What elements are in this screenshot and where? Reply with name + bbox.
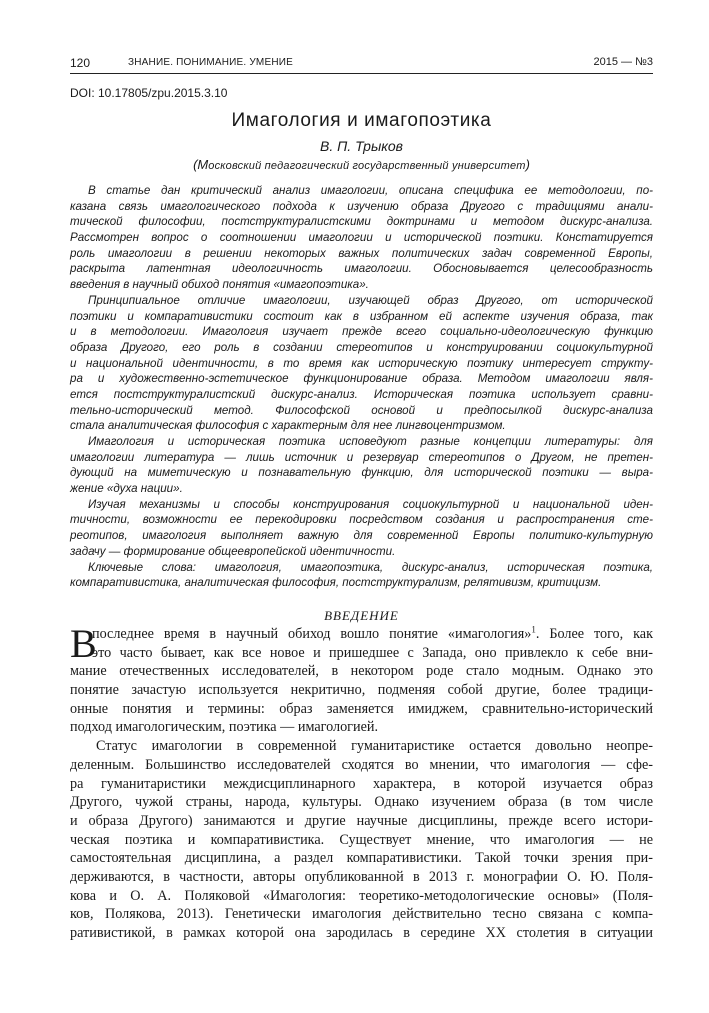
body-line: Другого, чужой страны, народа, культуры. Однако изучением образа (в том числе (70, 794, 653, 811)
abstract-line: имагологии литература — лишь источник и резервуар стереотипов о Другом, не претен- (70, 450, 653, 464)
body-line: кова и О. А. Поляковой «Имагология: теоретико-методологические основы» (Поля- (70, 887, 653, 904)
body-line: ративистикой, в рамках которой она зародилась в середине XX столетия в ситуации (70, 925, 653, 941)
author-name: В. П. Трыков (320, 138, 403, 154)
affiliation-close: ) (525, 157, 530, 172)
abstract-line: Имагология и историческая поэтика исповедуют разные концепции литературы: для (88, 435, 653, 448)
abstract-line: тичности, возможности ее перекодировки посредством создания и распространения сте- (70, 513, 653, 527)
body-line: держиваются, в частности, авторы опубликованной в 2013 г. монографии О. Ю. Поля- (70, 868, 653, 885)
abstract-line: введения в научный обиход понятия «имагопоэтика». (70, 278, 369, 292)
abstract-line: поэтики и компаративистики состоит как в избранном ей аспекте изучения образа, так (70, 309, 653, 323)
abstract-line: стала аналитическая философия с характерным для нее лингвоцентризмом. (70, 419, 506, 433)
page-number: 120 (70, 56, 91, 70)
abstract-line: Рассмотрен вопрос о соотношении имагологии и исторической поэтики. Констатируется (70, 231, 653, 245)
abstract-line: дующий на миметическую и познавательную функцию, для исторической поэтики — выра- (70, 466, 653, 480)
keywords-line: компаративистика, аналитическая философия, постструктурализм, релятивизм, критицизм. (70, 576, 602, 590)
abstract-line: ра и художественно-эстетическое функционирование образа. Методом имагологии явля- (70, 372, 653, 386)
body-line: мание отечественных исследователей, в некотором роде стало модным. Однако это (70, 663, 653, 680)
abstract-line: и национальной идентичности, в то время как историческую поэтику интересует структу- (70, 356, 653, 370)
abstract-line: тической философии, постструктуралистскими доктринами и методом дискурс-анализа. (70, 215, 653, 229)
abstract-line: В статье дан критический анализ имагологии, описана специфика ее методологии, по- (88, 184, 653, 197)
doi: DOI: 10.17805/zpu.2015.3.10 (70, 86, 228, 100)
body-line: и образа Другого) занимаются и другие научные дисциплины, прежде всего истори- (70, 812, 653, 829)
header-rule (70, 73, 653, 74)
author-affiliation (70, 157, 653, 172)
body-line: подход имагологическим, поэтика — имагологией. (70, 719, 379, 736)
body-line: это часто бывает, как все новое и пришедшее с Запада, оно привлекло к себе вни- (92, 644, 653, 661)
abstract-line: задачу — формирование общеевропейской идентичности. (70, 544, 396, 558)
running-header (70, 56, 653, 72)
footnote-marker[interactable]: 1 (531, 624, 536, 635)
journal-name: ЗНАНИЕ. ПОНИМАНИЕ. УМЕНИЕ (128, 57, 294, 68)
body-line: Статус имагологии в современной гуманитаристике остается довольно неопре- (96, 738, 653, 755)
body-line: понятие зачастую используется некритично, подменяя собой другие, более традици- (70, 682, 653, 699)
abstract-line: тельно-исторический метод. Философской основой и предпосылкой дискурс-анализа (70, 403, 653, 417)
body-line-text: . Более того, как (535, 626, 653, 642)
abstract-line: образа Другого, его роль в создании стереотипов и конструировании социокультурной (70, 340, 653, 354)
abstract-line: Изучая механизмы и способы конструирования социокультурной и национальной иден- (88, 497, 653, 511)
abstract-line: реотипов, имагология выполняет важную для современной Европы политико-культурную (70, 529, 653, 543)
keywords-line: Ключевые слова: имагология, имагопоэтика, дискурс-анализ, историческая поэтика, (88, 560, 653, 574)
abstract-line: и в методологии. Имагология изучает прежде всего социально-идеологическую функцию (70, 325, 653, 339)
body-line: деленным. Большинство исследователей сходятся во мнении, что имагология — сфе- (70, 756, 653, 773)
abstract-line: жение «духа нации». (70, 482, 183, 496)
body-line-text: последнее время в научный обиход вошло понятие «имагология» (92, 626, 532, 642)
body-line (70, 625, 653, 644)
abstract-line: Принципиальное отличие имагологии, изучающей образ Другого, от исторической (88, 293, 653, 307)
abstract-line: ется постструктуралистский дискурс-анализ. Историческая поэтика использует сравни- (70, 387, 653, 401)
body-line: ков, Полякова, 2013). Генетически имагология действительно тесно связана с компа- (70, 906, 653, 923)
affiliation-text: осковский педагогический государственный университет (208, 160, 526, 172)
body-line: ра гуманитаристики междисциплинарного характера, в которой изучается образ (70, 775, 653, 792)
body-line: самостоятельная дисциплина, а раздел компаративистики. Такой точки зрения при- (70, 850, 653, 867)
abstract-line: раскрыта латентная идеологичность имагологии. Обосновывается целесообразность (70, 262, 653, 276)
section-heading: ВВЕДЕНИЕ (324, 608, 399, 623)
body-text (70, 621, 653, 943)
abstract (70, 183, 653, 591)
body-line: ческая поэтика и компаративистика. Существует мнение, что имагология — не (70, 831, 653, 848)
affiliation-open: (М (193, 157, 209, 172)
drop-cap: В (70, 621, 97, 666)
abstract-line: казана связь имагологического подхода к изучению образа Другого с традициями анали- (70, 199, 653, 213)
article-title: Имагология и имагопоэтика (231, 110, 492, 131)
issue-number: 2015 — №3 (593, 56, 653, 68)
abstract-line: роль имагологии в решении некоторых важных политических задач современной Европы, (70, 246, 653, 260)
body-line: онные понятия и термины: образ заменяется имиджем, сравнительно-исторический (70, 700, 653, 717)
